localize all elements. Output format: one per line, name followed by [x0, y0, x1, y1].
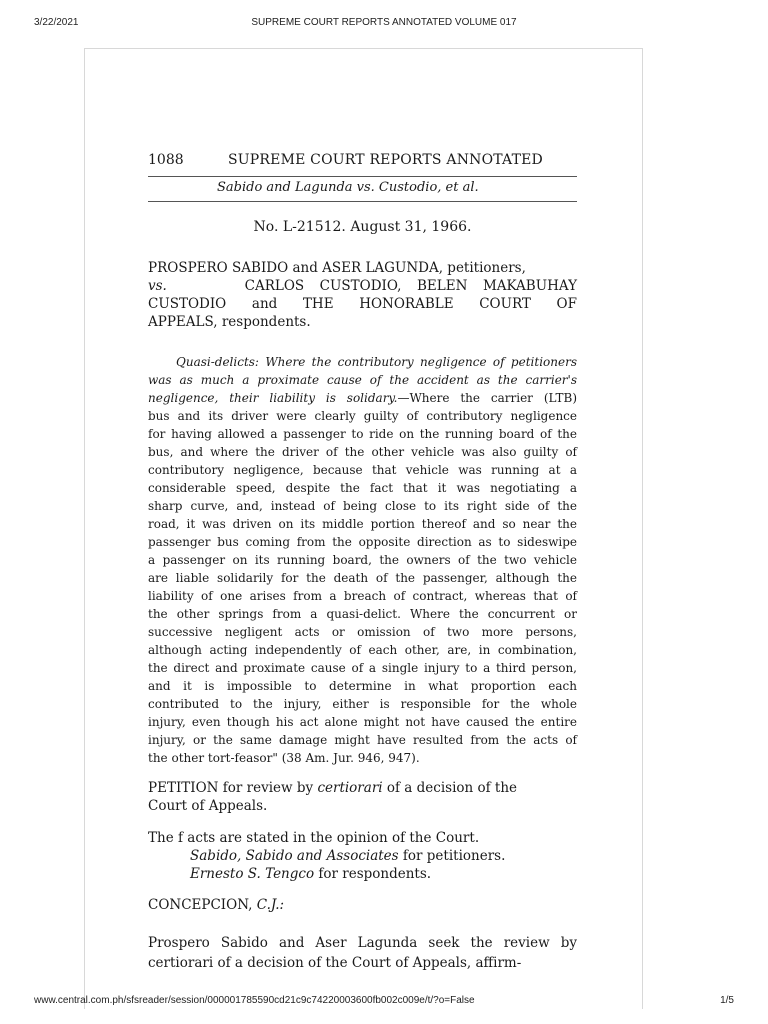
respondent-names-2: APPEALS — [148, 314, 214, 330]
page-number: 1088 — [148, 152, 184, 168]
syllabus-line: are liable solidarily for the death of the passenger, although the — [148, 571, 577, 585]
syllabus-line: bus, and where the driver of the other vehicle was also guilty of — [148, 445, 577, 459]
counsel-respondents — [148, 865, 577, 883]
syllabus-line: the other springs from a quasi-delict. Where the concurrent or — [148, 607, 577, 621]
syllabus-text: —Where the carrier (LTB) — [397, 391, 578, 405]
syllabus-line: considerable speed, despite the fact that it was negotiating a — [148, 481, 577, 495]
running-head — [148, 148, 577, 168]
print-url: www.central.com.ph/sfsreader/session/000001785590cd21c9c74220003600fb002c009e/t/?o=False — [34, 995, 475, 1006]
print-footer — [0, 995, 768, 1009]
syllabus-line: and it is impossible to determine in what proportion each — [148, 679, 577, 693]
petition-text: of a decision of the — [382, 780, 518, 796]
petition-certiorari: certiorari — [317, 780, 383, 796]
facts-statement: The f acts are stated in the opinion of the Court. — [148, 830, 480, 846]
respondent-names-1: CARLOS CUSTODIO, BELEN MAKABUHAY — [244, 278, 577, 294]
petition-text: Court of Appeals. — [148, 798, 268, 814]
syllabus-line — [148, 389, 577, 407]
syllabus-line: successive negligent acts or omission of two more persons, — [148, 625, 577, 639]
syllabus-line: injury, or the same damage might have resulted from the acts of — [148, 733, 577, 747]
syllabus-line: injury, even though his act alone might not have caused the entire — [148, 715, 577, 729]
opinion-line: certiorari of a decision of the Court of Appeals, affirm- — [148, 955, 522, 971]
case-parties — [148, 259, 577, 331]
syllabus-line: contributory negligence, because that vehicle was running at a — [148, 463, 577, 477]
syllabus-line: sharp curve, and, instead of being close to its right side of the — [148, 499, 577, 513]
print-title: SUPREME COURT REPORTS ANNOTATED VOLUME 017 — [251, 17, 517, 28]
syllabus-line: contributed to the injury, either is responsible for the whole — [148, 697, 577, 711]
syllabus-line: for having allowed a passenger to ride on the running board of the — [148, 427, 577, 441]
parties-line-3: CUSTODIO and THE HONORABLE COURT OF — [148, 296, 577, 312]
counsel-petitioners — [148, 847, 577, 865]
syllabus-line: passenger bus coming from the opposite direction as to sideswipe — [148, 535, 577, 549]
syllabus-headnote-end: negligence, their liability is solidary. — [148, 391, 398, 405]
syllabus — [148, 353, 577, 767]
syllabus-line: was as much a proximate cause of the accident as the carrier's — [148, 373, 577, 387]
petitioner-role: , petitioners, — [438, 260, 526, 276]
print-page-count: 1/5 — [720, 995, 734, 1006]
syllabus-line: liability of one arises from a breach of contract, whereas that of — [148, 589, 577, 603]
case-number: No. L-21512. August 31, 1966. — [253, 219, 472, 235]
counsel-name: Sabido, Sabido and Associates — [190, 848, 399, 864]
syllabus-line: the direct and proximate cause of a single injury to a third person, — [148, 661, 577, 675]
header-rule-bottom — [148, 201, 577, 202]
counsel-role: for petitioners. — [398, 848, 506, 864]
counsel-role: for respondents. — [314, 866, 432, 882]
petition-statement — [148, 779, 577, 815]
syllabus-line: bus and its driver were clearly guilty of contributory negligence — [148, 409, 577, 423]
respondent-role: , respondents. — [213, 314, 311, 330]
petition-text: PETITION for review by — [148, 780, 318, 796]
case-short-title: Sabido and Lagunda vs. Custodio, et al. — [217, 180, 479, 195]
facts-and-counsel — [148, 829, 577, 883]
ponente — [148, 897, 577, 917]
syllabus-line: Quasi-delicts: Where the contributory negligence of petitioners — [176, 355, 577, 369]
print-date: 3/22/2021 — [34, 17, 79, 28]
ponente-title: C.J.: — [256, 897, 285, 913]
opinion-opening — [148, 933, 577, 973]
print-header — [0, 17, 768, 31]
parties-line-4 — [148, 313, 577, 331]
syllabus-line: the other tort-feasor" (38 Am. Jur. 946, 947). — [148, 751, 420, 765]
syllabus-line: a passenger on its running board, the owners of the two vehicle — [148, 553, 577, 567]
syllabus-line: although acting independently of each other, are, in combination, — [148, 643, 577, 657]
reporter-title: SUPREME COURT REPORTS ANNOTATED — [228, 152, 543, 168]
versus-label: vs. — [148, 278, 167, 294]
counsel-name: Ernesto S. Tengco — [190, 866, 315, 882]
document-content — [148, 148, 577, 973]
ponente-name: CONCEPCION, — [148, 897, 257, 913]
opinion-line: Prospero Sabido and Aser Lagunda seek the review by — [148, 935, 577, 951]
parties-line-2 — [148, 277, 577, 295]
petitioner-names: PROSPERO SABIDO and ASER LAGUNDA — [148, 260, 439, 276]
syllabus-line: road, it was driven on its middle portion thereof and so near the — [148, 517, 577, 531]
parties-line-1 — [148, 259, 577, 277]
